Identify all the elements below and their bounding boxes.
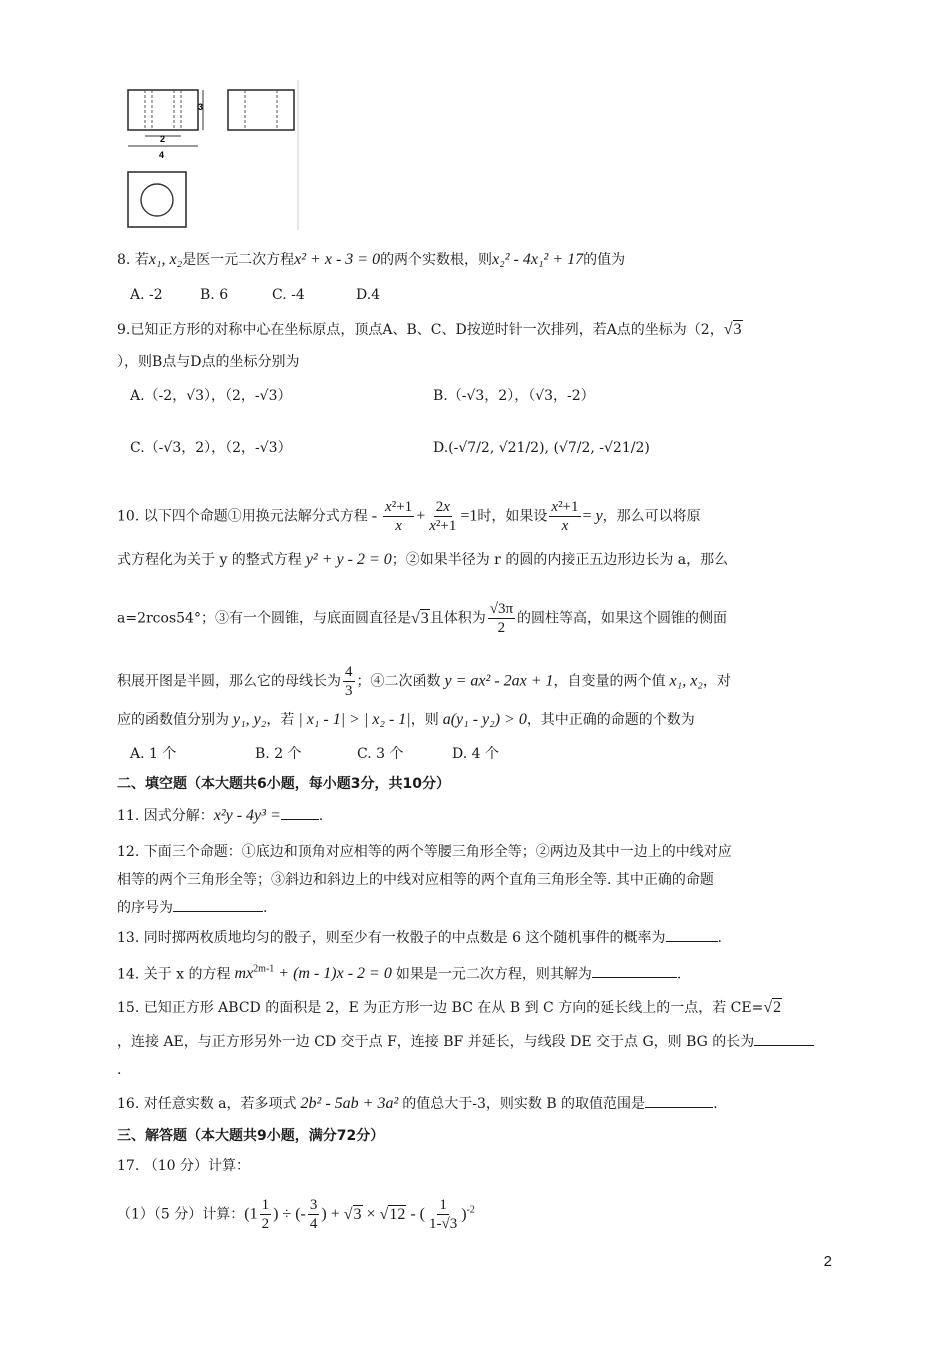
three-view-figure (120, 80, 310, 240)
q17-part1: （1）（5 分）计算：(1 $\frac{1}{2}$ ) ÷ (- $\frac{3}{4}$ ) + √3 × √12 - ( $\frac{1}{1-√3}$ )$^{-2}$ (117, 1197, 475, 1232)
q9-option-d: D.(-√7/2, √21/2), (√7/2, -√21/2) (433, 440, 650, 456)
q10-option-a: A. 1 个 (130, 746, 177, 762)
q10-line4: 积展开图是半圆，那么它的母线长为 $\frac{4}{3}$ ；④二次函数 y = ax² - 2ax + 1，自变量的两个值 x₁, x₂，对 (117, 664, 731, 699)
q14: 14. 关于 x 的方程 $mx^{2m-1} + (m - 1)x - 2 = 0$ 如果是一元二次方程，则其解为 . (117, 964, 682, 983)
q8-option-c: C. -4 (272, 287, 305, 303)
top-view-rect (128, 172, 186, 227)
q9-option-c: C.（-√3，2），（2，-√3） (130, 440, 292, 456)
q10-line3: a=2rcos54°；③有一个圆锥，与底面圆直径是√3且体积为 $\frac{√3\pi}{2}$ 的圆柱等高，如果这个圆锥的侧面 (117, 601, 728, 636)
q13: 13. 同时掷两枚质地均匀的骰子，则至少有一枚骰子的中点数是 6 这个随机事件的概率为 . (117, 930, 722, 946)
q17-title: 17. （10 分）计算： (117, 1158, 250, 1174)
q9-line1: 9.已知正方形的对称中心在坐标原点，顶点A、B、C、D按逆时针一次排列，若A点的坐标为（2，√3 (117, 321, 742, 338)
q15-line2: ，连接 AE，与正方形另外一边 CD 交于点 F，连接 BF 并延长，与线段 DE 交于点 G，则 BG 的长为 (117, 1032, 814, 1052)
q15-line1: 15. 已知正方形 ABCD 的面积是 2，E 为正方形一边 BC 在从 B 到 C 方向的延长线上的一点，若 CE=√2 (117, 999, 782, 1016)
q10-options (130, 744, 499, 764)
q9-option-b: B.（-√3，2），（√3，-2） (433, 388, 595, 404)
front-view-rect (128, 90, 198, 130)
q10-option-b: B. 2 个 (255, 746, 302, 762)
q10-line2: 式方程化为关于 y 的整式方程 y² + y - 2 = 0；②如果半径为 r 的圆的内接正五边形边长为 a，那么 (117, 551, 729, 568)
q10-line5: 应的函数值分别为 y₁, y₂，若 | x₁ - 1| > | x₂ - 1|，则 a(y₁ - y₂) > 0，其中正确的命题的个数为 (117, 711, 695, 728)
q16: 16. 对任意实数 a，若多项式 2b² - 5ab + 3a² 的值总大于-3，则实数 B 的取值范围是 . (117, 1095, 718, 1112)
section-2-heading: 二、填空题（本大题共6小题，每小题3分，共10分） (117, 776, 450, 792)
side-view-rect (228, 90, 294, 130)
q10-line1: 10. 以下四个命题①用换元法解分式方程 - $\frac{\text{x²+1}}{x}$ + $\frac{2x}{\text{x²+1}}$ =1时，如果设 $\frac{\text{x²+1}}{x}$ = y，那么可以将原 (117, 499, 701, 534)
q11: 11. 因式分解：x²y - 4y³ = . (117, 807, 324, 824)
dim-inner: 2 (160, 134, 166, 144)
q8-option-b: B. 6 (200, 287, 229, 303)
q8-options (130, 285, 380, 305)
section-3-heading: 三、解答题（本大题共9小题，满分72分） (117, 1128, 385, 1144)
q8-stem: 8. 若x₁, x₂是医一元二次方程x² + x - 3 = 0的两个实数根，则x₂² - 4x₁² + 17的值为 (117, 251, 626, 268)
q10-option-d: D. 4 个 (452, 746, 499, 762)
q8-option-a: A. -2 (130, 287, 163, 303)
q12-line2: 相等的两个三角形全等；③斜边和斜边上的中线对应相等的两个直角三角形全等. 其中正确的命题 (117, 872, 714, 888)
top-view-circle (141, 184, 173, 216)
q10-option-c: C. 3 个 (357, 746, 404, 762)
q9-line2: ），则B点与D点的坐标分别为 (117, 354, 300, 370)
q12-line1: 12. 下面三个命题：①底边和顶角对应相等的两个等腰三角形全等；②两边及其中一边上的中线对应 (117, 844, 732, 860)
dim-outer: 4 (159, 150, 165, 160)
dim-height: 3 (198, 102, 204, 112)
q12-line3: 的序号为 . (117, 900, 268, 916)
q9-option-a: A.（-2，√3），（2，-√3） (130, 388, 292, 404)
q8-option-d: D.4 (356, 287, 381, 303)
page-number: 2 (823, 1253, 832, 1270)
q15-line3: . (117, 1062, 122, 1078)
